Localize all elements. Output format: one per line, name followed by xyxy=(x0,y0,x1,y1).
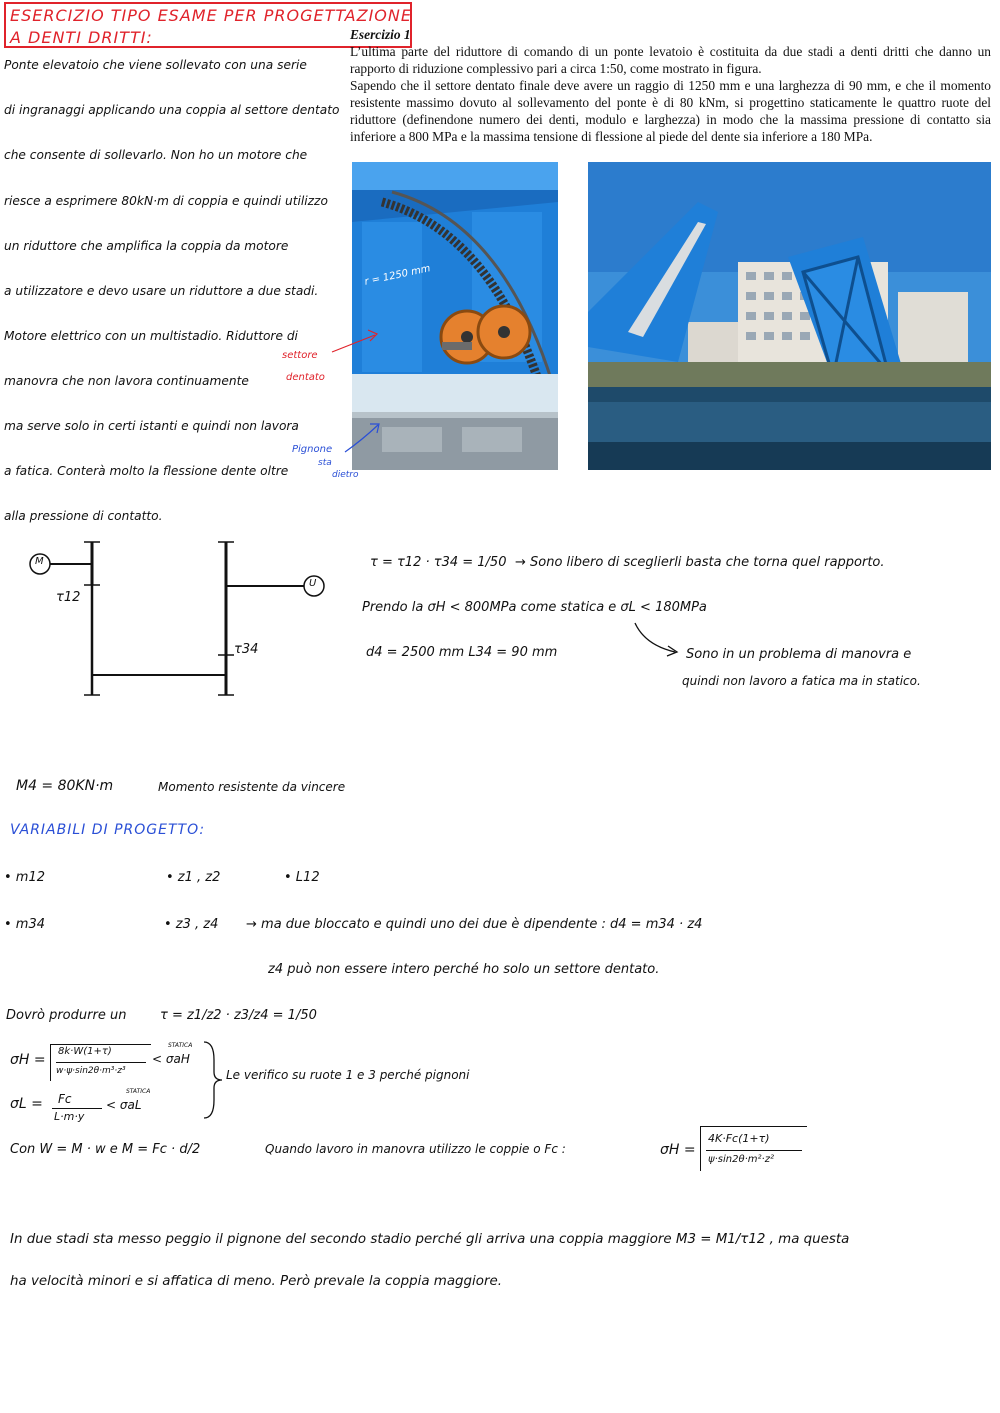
left-note-line: alla pressione di contatto. xyxy=(4,509,163,523)
moment-label: Momento resistente da vincere xyxy=(158,780,346,794)
moment-value: M4 = 80KN·m xyxy=(16,778,114,794)
left-note-line: riesce a esprimere 80kN·m di coppia e quindi utilizzo xyxy=(4,194,328,208)
left-note-line: a utilizzatore e devo usare un riduttore a due stadi. xyxy=(4,284,319,298)
sigma-h-static-tag: STATICA xyxy=(168,1042,193,1049)
var-m12: • m12 xyxy=(4,870,46,885)
motor-symbol: M xyxy=(35,556,44,567)
left-note-line: Ponte elevatoio che viene sollevato con una serie xyxy=(4,58,307,72)
page-title: ESERCIZIO TIPO ESAME PER PROGETTAZIONE xyxy=(10,6,412,25)
brace-note: Le verifico su ruote 1 e 3 perché pignoni xyxy=(226,1068,470,1082)
tau12-label: τ12 xyxy=(56,590,81,605)
sigma-l-static-tag: STATICA xyxy=(126,1088,151,1095)
left-note-line: di ingranaggi applicando una coppia al settore dentato xyxy=(4,103,340,117)
sigma-l-fraction-bar xyxy=(52,1108,102,1109)
static-arrow xyxy=(630,620,690,660)
sigma-h2-lhs: σH = xyxy=(660,1142,696,1158)
brace xyxy=(200,1040,224,1120)
left-note-line: ma serve solo in certi istanti e quindi non lavora xyxy=(4,419,299,433)
left-note-line: un riduttore che amplifica la coppia da motore xyxy=(4,239,289,253)
fc-note: Quando lavoro in manovra utilizzo le coppie o Fc : xyxy=(265,1142,566,1156)
sigma-h2-denominator: ψ·sin2θ·m²·z² xyxy=(708,1154,774,1165)
annotation-dietro: dietro xyxy=(332,470,359,480)
sigma-h2-fraction-bar xyxy=(706,1150,802,1151)
con-relations: Con W = M · w e M = Fc · d/2 xyxy=(10,1142,201,1157)
sigma-h-lhs: σH = xyxy=(10,1052,46,1068)
sigma-l-rhs: < σaL xyxy=(106,1098,142,1112)
var-l12: • L12 xyxy=(284,870,320,885)
dims-note: d4 = 2500 mm L34 = 90 mm xyxy=(366,645,558,660)
sigma-h-fraction-bar xyxy=(56,1062,146,1063)
conclusion-line-2: ha velocità minori e si affatica di meno. Però prevale la coppia maggiore. xyxy=(10,1274,502,1289)
annotation-settore: settore xyxy=(282,350,318,361)
ratio-equation: τ = τ12 · τ34 = 1/50 xyxy=(370,555,507,570)
annotation-arrows xyxy=(0,0,1000,500)
conclusion-line-1: In due stadi sta messo peggio il pignone del secondo stadio perché gli arriva una coppia maggiore M3 = M1/τ12 , ma questa xyxy=(10,1232,850,1247)
var-z4-comment: z4 può non essere intero perché ho solo un settore dentato. xyxy=(268,962,660,977)
sigma-h-rhs: < σaH xyxy=(152,1052,190,1066)
sigma-h-denominator: w·ψ·sin2θ·m³·z³ xyxy=(56,1066,126,1076)
var-m34: • m34 xyxy=(4,917,46,932)
var-z12: • z1 , z2 xyxy=(166,870,221,885)
sigma-l-denominator: L·m·y xyxy=(54,1110,85,1123)
annotation-dentato: dentato xyxy=(286,372,325,383)
limits-note: Prendo la σH < 800MPa come statica e σL < 180MPa xyxy=(362,600,707,615)
sigma-l-lhs: σL = xyxy=(10,1096,43,1112)
static-comment-1: Sono in un problema di manovra e xyxy=(686,647,912,662)
annotation-sta: sta xyxy=(318,458,332,468)
exercise-title: Esercizio 1 xyxy=(350,27,411,42)
ratio-comment: → Sono libero di sceglierli basta che torna quel rapporto. xyxy=(515,555,885,570)
gear-train-schematic xyxy=(0,530,340,710)
annotation-pignone: Pignone xyxy=(292,444,333,455)
static-comment-2: quindi non lavoro a fatica ma in statico. xyxy=(682,674,921,688)
left-note-line: manovra che non lavora continuamente xyxy=(4,374,249,388)
left-note-line: che consente di sollevarlo. Non ho un motore che xyxy=(4,148,308,162)
radius-label: r = 1250 mm xyxy=(363,263,432,288)
tau34-label: τ34 xyxy=(234,642,259,657)
sigma-h2-numerator: 4K·Fc(1+τ) xyxy=(708,1132,770,1145)
user-symbol: U xyxy=(309,578,317,589)
var-z34-comment: → ma due bloccato e quindi uno dei due è dipendente : d4 = m34 · z4 xyxy=(246,917,703,932)
page-subtitle: A DENTI DRITTI: xyxy=(10,28,153,47)
must-produce: Dovrò produrre un xyxy=(6,1008,127,1023)
tau-expression: τ = z1/z2 · z3/z4 = 1/50 xyxy=(160,1008,317,1023)
sigma-l-numerator: Fc xyxy=(58,1092,72,1106)
var-z34: • z3 , z4 xyxy=(164,917,219,932)
sigma-h-numerator: 8k·W(1+τ) xyxy=(58,1046,112,1057)
left-note-line: a fatica. Conterà molto la flessione dente oltre xyxy=(4,464,289,478)
variables-heading: VARIABILI DI PROGETTO: xyxy=(10,822,206,838)
left-note-line: Motore elettrico con un multistadio. Riduttore di xyxy=(4,329,298,343)
exercise-paragraph-2: Sapendo che il settore dentato finale deve avere un raggio di 1250 mm e una larghezza di 90 mm, e che il momento resistente massimo dovuto al sollevamento del ponte è di 80 kNm, si progettino staticamente le quattro ruote del riduttore (definendone numero dei denti, modulo e larghezza) in modo che la massima pressione di contatto sia inferiore a 800 MPa e la massima tensione di flessione al piede del dente sia inferiore a 180 MPa. xyxy=(350,78,991,144)
exercise-paragraph-1: L’ultima parte del riduttore di comando di un ponte levatoio è costituita da due stadi a denti dritti che danno un rapporto di riduzione complessivo pari a circa 1:50, come mostrato in figura. xyxy=(350,44,991,76)
